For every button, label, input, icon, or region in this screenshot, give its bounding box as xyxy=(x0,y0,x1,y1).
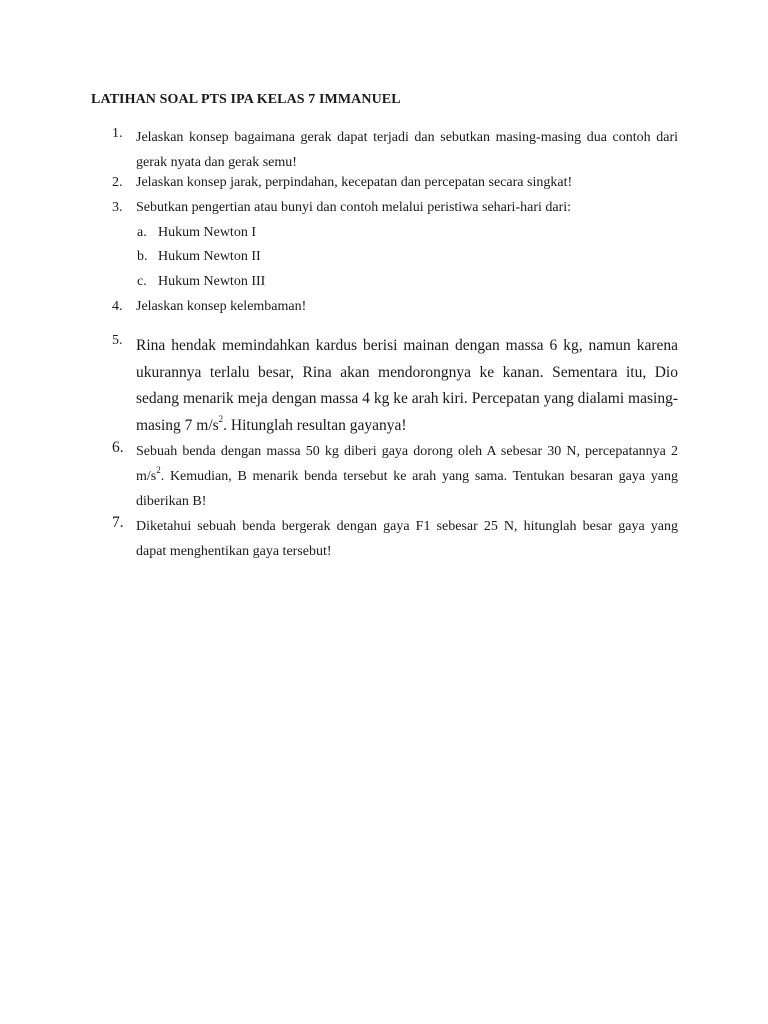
document-title: LATIHAN SOAL PTS IPA KELAS 7 IMMANUEL xyxy=(91,92,401,107)
question-6 xyxy=(112,439,678,514)
sub-b-text: Hukum Newton II xyxy=(158,249,261,264)
question-5-number: 5. xyxy=(112,333,123,348)
sub-a-text: Hukum Newton I xyxy=(158,225,256,240)
sub-a-letter: a. xyxy=(137,225,147,240)
question-6-number: 6. xyxy=(112,439,124,456)
question-2 xyxy=(112,175,678,191)
question-5 xyxy=(112,333,678,439)
question-5-superscript: 2 xyxy=(218,414,224,425)
question-1-text: Jelaskan konsep bagaimana gerak dapat terjadi dan sebutkan masing-masing dua contoh dari gerak nyata dan gerak semu! xyxy=(136,130,678,170)
question-4-number: 4. xyxy=(112,299,123,314)
question-3-sub-c xyxy=(137,274,265,290)
question-7-text: Diketahui sebuah benda bergerak dengan gaya F1 sebesar 25 N, hitunglah besar gaya yang dapat menghentikan gaya tersebut! xyxy=(136,519,678,559)
sub-b-letter: b. xyxy=(137,249,148,264)
question-5-text xyxy=(136,333,678,439)
question-6-text-end: . Kemudian, B menarik benda tersebut ke arah yang sama. Tentukan besaran gaya yang diberikan B! xyxy=(136,469,678,509)
sub-c-letter: c. xyxy=(137,274,147,289)
question-1-number: 1. xyxy=(112,126,123,141)
question-2-number: 2. xyxy=(112,175,123,190)
question-6-superscript: 2 xyxy=(156,465,161,476)
question-3-sub-b xyxy=(137,249,261,265)
question-3-sub-a xyxy=(137,225,256,241)
sub-c-text: Hukum Newton III xyxy=(158,274,266,289)
question-7-number: 7. xyxy=(112,514,124,531)
question-5-text-main: Rina hendak memindahkan kardus berisi mainan dengan massa 6 kg, namun karena ukurannya terlalu besar, Rina akan mendorongnya ke kanan. Sementara itu, Dio sedang menarik meja dengan massa 4 kg ke arah kiri. Percepatan yang dialami masing-masing 7 m/s xyxy=(136,337,678,434)
question-1 xyxy=(112,126,678,175)
question-3-text: Sebutkan pengertian atau bunyi dan contoh melalui peristiwa sehari-hari dari: xyxy=(136,200,572,215)
question-2-text: Jelaskan konsep jarak, perpindahan, kecepatan dan percepatan secara singkat! xyxy=(136,175,573,190)
question-6-text xyxy=(136,439,678,514)
question-3-number: 3. xyxy=(112,200,123,215)
question-6-text-main: Sebuah benda dengan massa 50 kg diberi gaya dorong oleh A sebesar 30 N, percepatannya 2 m/s xyxy=(136,444,678,484)
question-3 xyxy=(112,200,678,216)
question-4 xyxy=(112,299,678,315)
question-7 xyxy=(112,514,678,564)
question-4-text: Jelaskan konsep kelembaman! xyxy=(136,299,307,314)
question-5-text-end: . Hitunglah resultan gayanya! xyxy=(223,416,407,434)
